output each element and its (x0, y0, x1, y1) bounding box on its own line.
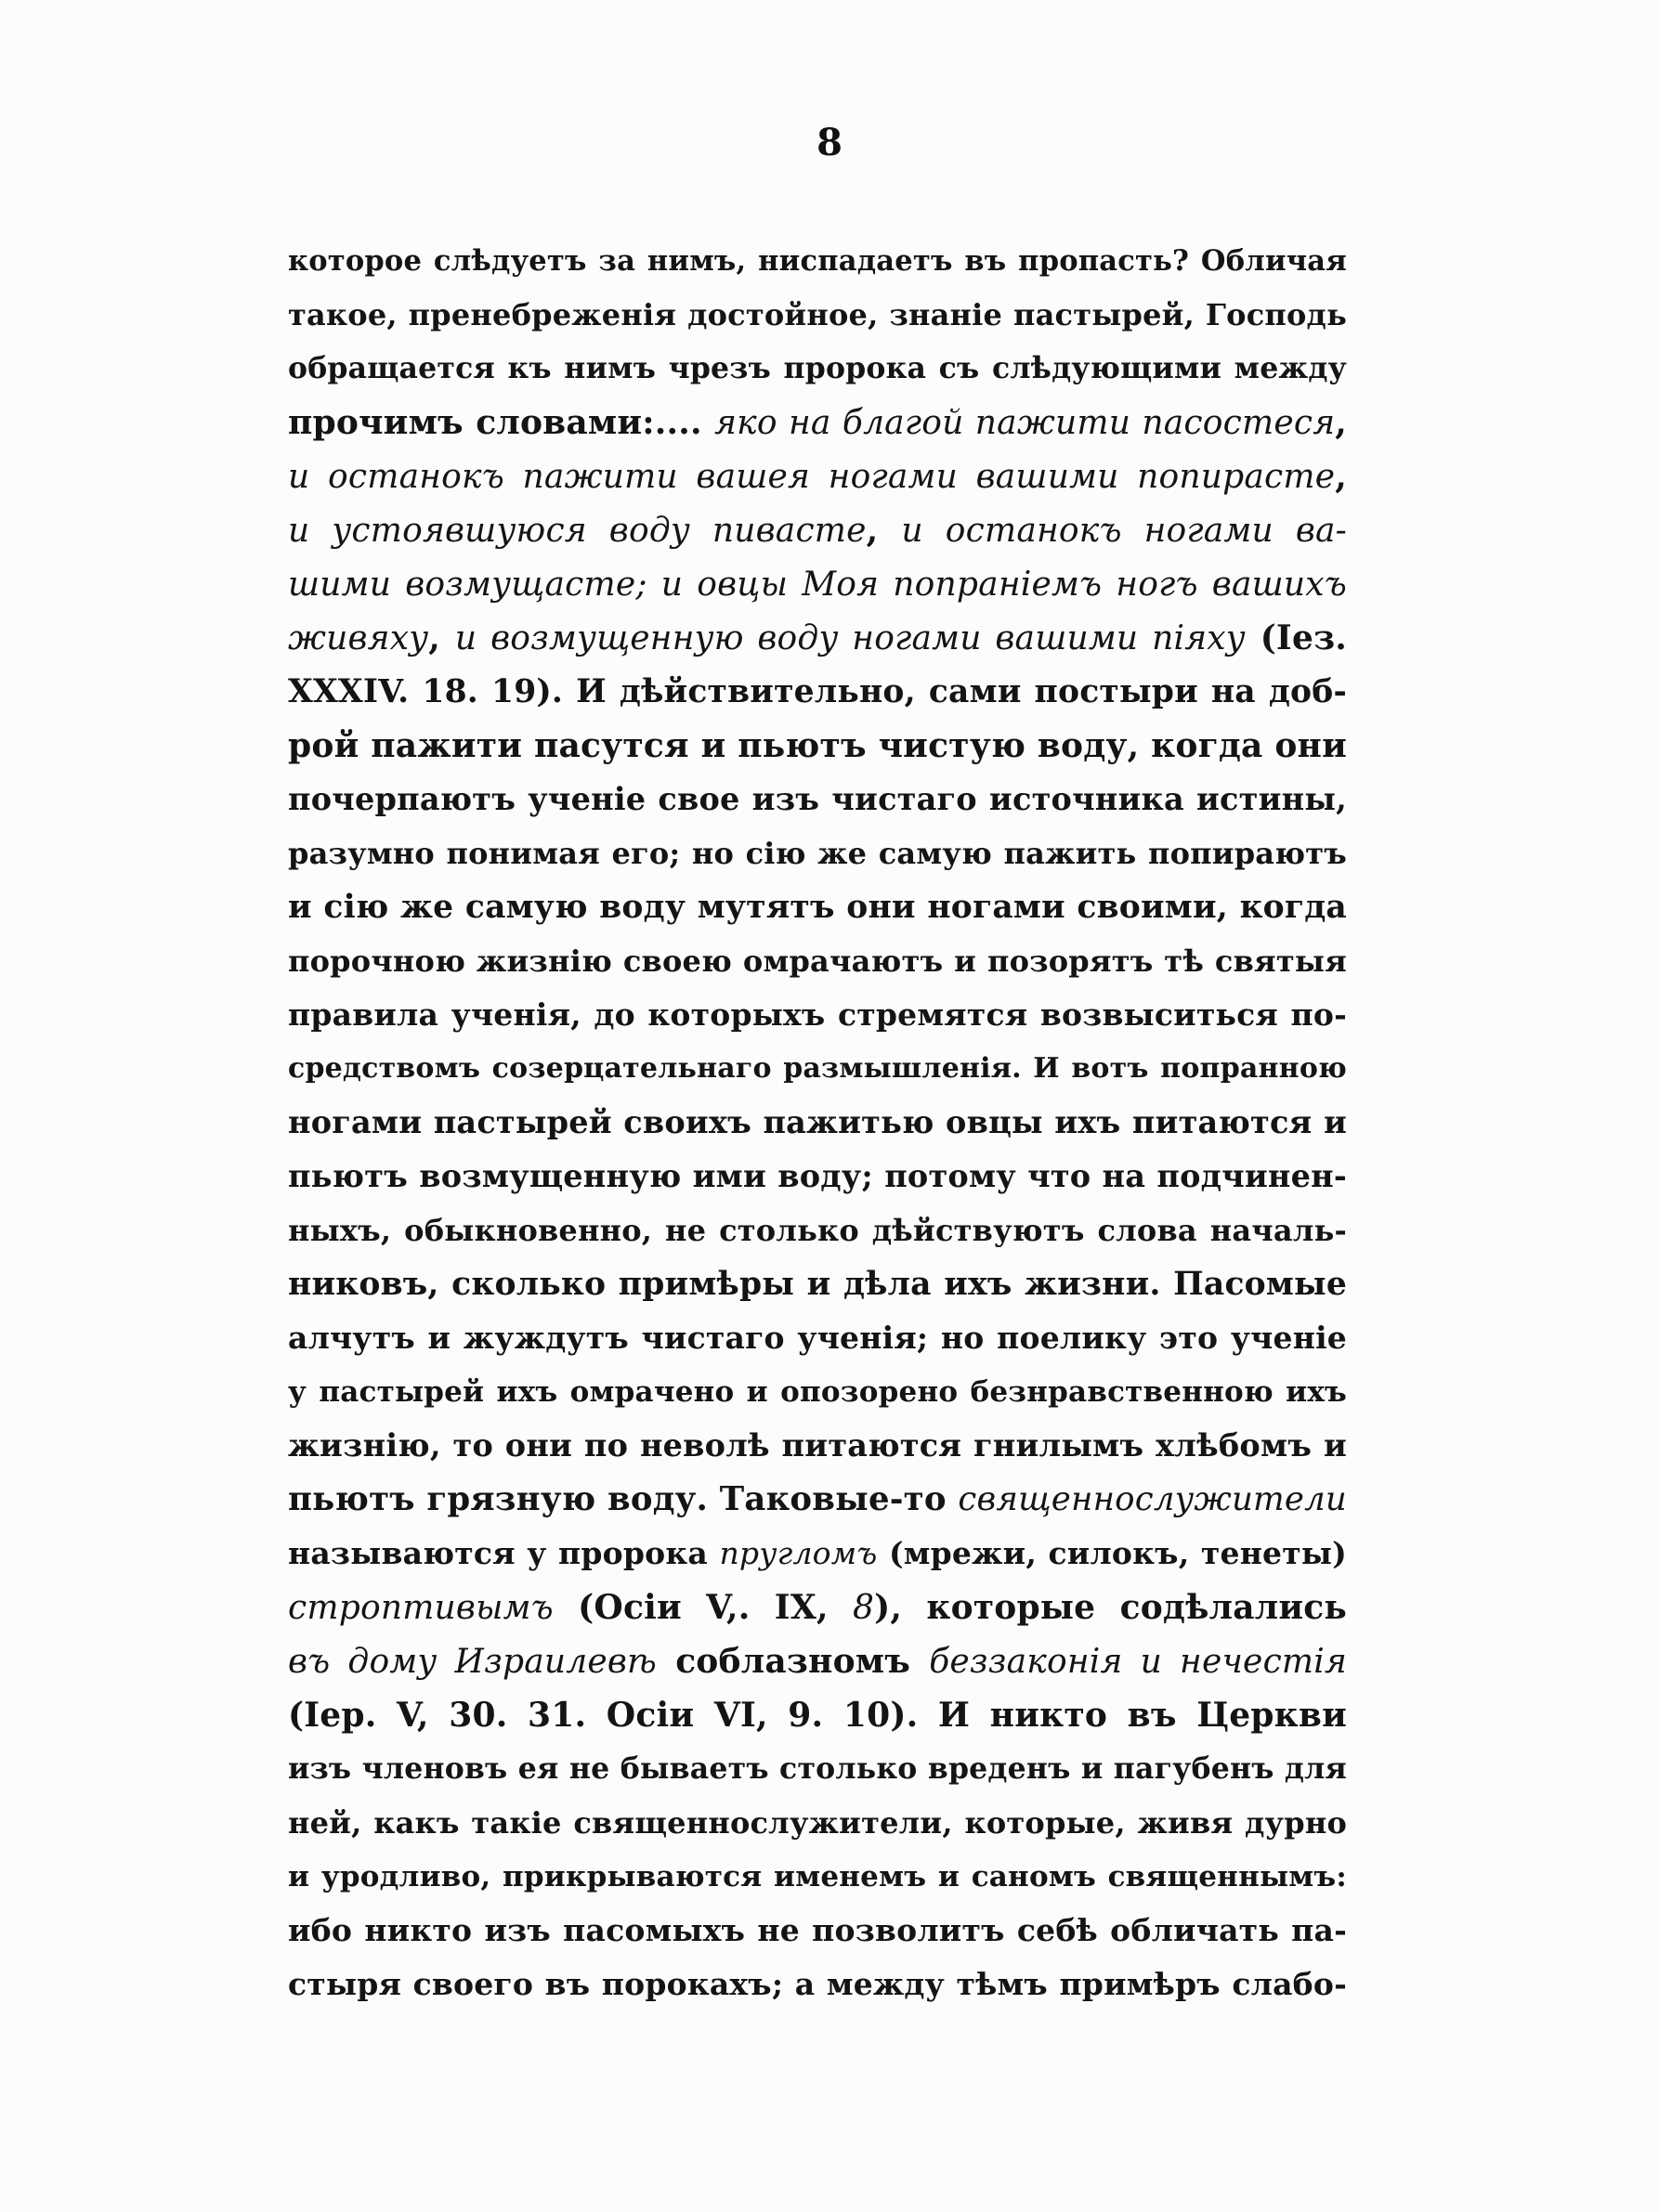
text-segment: рой пажити пасутся и пьютъ чистую воду, когда они (288, 726, 1347, 765)
text-segment: изъ членовъ ея не бываетъ столько вреденъ и пагубенъ для (288, 1751, 1347, 1786)
text-line (288, 934, 1347, 988)
text-line (288, 988, 1347, 1042)
italic-quote-segment: священнослужители (958, 1480, 1347, 1518)
text-line (288, 1311, 1347, 1365)
text-segment: , (1335, 403, 1347, 442)
text-segment: которое слѣдуетъ за нимъ, ниспадаетъ въ пропасть? Обличая (288, 244, 1347, 278)
text-line (288, 1150, 1347, 1204)
text-line (288, 288, 1347, 342)
text-line (288, 880, 1347, 934)
text-segment: порочною жизнію своею омрачаютъ и позорятъ тѣ святыя (288, 943, 1347, 979)
text-segment: , (866, 511, 902, 550)
text-line (288, 1904, 1347, 1958)
text-segment: (Осіи V,. IX, (553, 1588, 853, 1627)
text-segment: средствомъ созерцательнаго размышленія. И вотъ попранною (288, 1052, 1347, 1085)
text-segment: называются у пророка (288, 1535, 720, 1571)
text-line (288, 1634, 1347, 1688)
text-line (288, 1257, 1347, 1311)
text-segment: и сію же самую воду мутятъ они ногами своими, когда (288, 889, 1347, 926)
text-segment: (Іер. V, 30. 31. Осіи VI, 9. 10). И никто въ Церкви (288, 1696, 1347, 1735)
text-line (288, 1581, 1347, 1634)
text-segment: ней, какъ такіе священнослужители, которые, живя дурно (288, 1805, 1347, 1841)
text-line (288, 1042, 1347, 1096)
text-line (288, 1958, 1347, 2011)
italic-quote-segment: 8 (853, 1589, 875, 1627)
italic-quote-segment: и возмущенную воду ногами вашими піяху (454, 619, 1246, 657)
text-segment: почерпаютъ ученіе свое изъ чистаго источника истины, (288, 781, 1347, 817)
text-line (288, 719, 1347, 773)
text-segment: соблазномъ (657, 1642, 930, 1681)
text-segment: ногами пастырей своихъ пажитью овцы ихъ питаются и (288, 1104, 1347, 1140)
italic-quote-segment: живяху (288, 619, 429, 657)
italic-quote-segment: строптивымъ (288, 1589, 554, 1627)
text-segment: обращается къ нимъ чрезъ пророка съ слѣдующими между (288, 351, 1347, 385)
text-line (288, 1096, 1347, 1150)
text-line (288, 234, 1347, 288)
text-segment: разумно понимая его; но сію же самую пажить попираютъ (288, 836, 1347, 871)
page-number: 8 (816, 121, 843, 164)
text-segment: ныхъ, обыкновенно, не столько дѣйствуютъ слова началь- (288, 1213, 1347, 1248)
text-segment: правила ученія, до которыхъ стремятся возвыситься по- (288, 996, 1347, 1033)
text-line (288, 449, 1347, 503)
italic-quote-segment: въ дому Израилевѣ (288, 1643, 658, 1681)
text-segment: никовъ, сколько примѣры и дѣла ихъ жизни. Пасомые (288, 1266, 1347, 1303)
text-segment: , (1335, 457, 1347, 496)
italic-quote-segment: яко на благой пажити пасостеся (714, 404, 1336, 442)
text-segment: пьютъ грязную воду. Таковые-то (288, 1480, 959, 1518)
text-line (288, 1742, 1347, 1796)
italic-quote-segment: и устоявшуюся воду пивасте (288, 512, 867, 550)
text-line (288, 1850, 1347, 1904)
text-segment: , (428, 618, 455, 657)
text-line (288, 773, 1347, 826)
text-line (288, 557, 1347, 611)
text-segment: ибо никто изъ пасомыхъ не позволитъ себѣ обличать па- (288, 1912, 1347, 1948)
text-segment: пьютъ возмущенную ими воду; потому что на подчинен- (288, 1158, 1347, 1194)
text-line (288, 503, 1347, 557)
text-segment: алчутъ и жуждутъ чистаго ученія; но поелику это ученіе (288, 1320, 1347, 1356)
text-line (288, 1527, 1347, 1581)
italic-quote-segment: беззаконія и нечестія (929, 1643, 1348, 1681)
text-line (288, 826, 1347, 880)
body-text (288, 234, 1347, 2011)
text-segment: у пастырей ихъ омрачено и опозорено безнравственною ихъ (288, 1375, 1347, 1409)
italic-quote-segment: шими возмущасте; и овцы Моя попраніемъ ногъ вашихъ (288, 566, 1347, 604)
italic-quote-segment: и останокъ пажити вашея ногами вашими попирасте (288, 458, 1336, 496)
text-line (288, 1204, 1347, 1257)
text-line (288, 396, 1347, 449)
text-segment: жизнію, то они по неволѣ питаются гнилымъ хлѣбомъ и (288, 1427, 1347, 1464)
text-segment: стыря своего въ порокахъ; а между тѣмъ примѣръ слабо- (288, 1966, 1347, 2002)
text-line (288, 1473, 1347, 1527)
text-line (288, 1688, 1347, 1742)
text-segment: (мрежи, силокъ, тенеты) (877, 1535, 1347, 1571)
text-line (288, 1419, 1347, 1473)
text-line (288, 342, 1347, 396)
text-line (288, 1796, 1347, 1850)
text-line (288, 665, 1347, 719)
text-segment: и уродливо, прикрываются именемъ и саномъ священнымъ: (288, 1860, 1347, 1893)
text-segment: (Іез. (1245, 618, 1347, 657)
text-segment: XXXIV. 18. 19). И дѣйствительно, сами постыри на доб- (288, 673, 1347, 710)
italic-quote-segment: и останокъ ногами ва- (901, 512, 1347, 550)
text-segment: такое, пренебреженія достойное, знаніе пастырей, Господь (288, 297, 1347, 332)
text-segment: ), которые содѣлались (874, 1588, 1347, 1627)
text-line (288, 611, 1347, 665)
text-line (288, 1365, 1347, 1419)
italic-quote-segment: пругломъ (719, 1535, 878, 1571)
text-segment: прочимъ словами:.... (288, 403, 715, 442)
